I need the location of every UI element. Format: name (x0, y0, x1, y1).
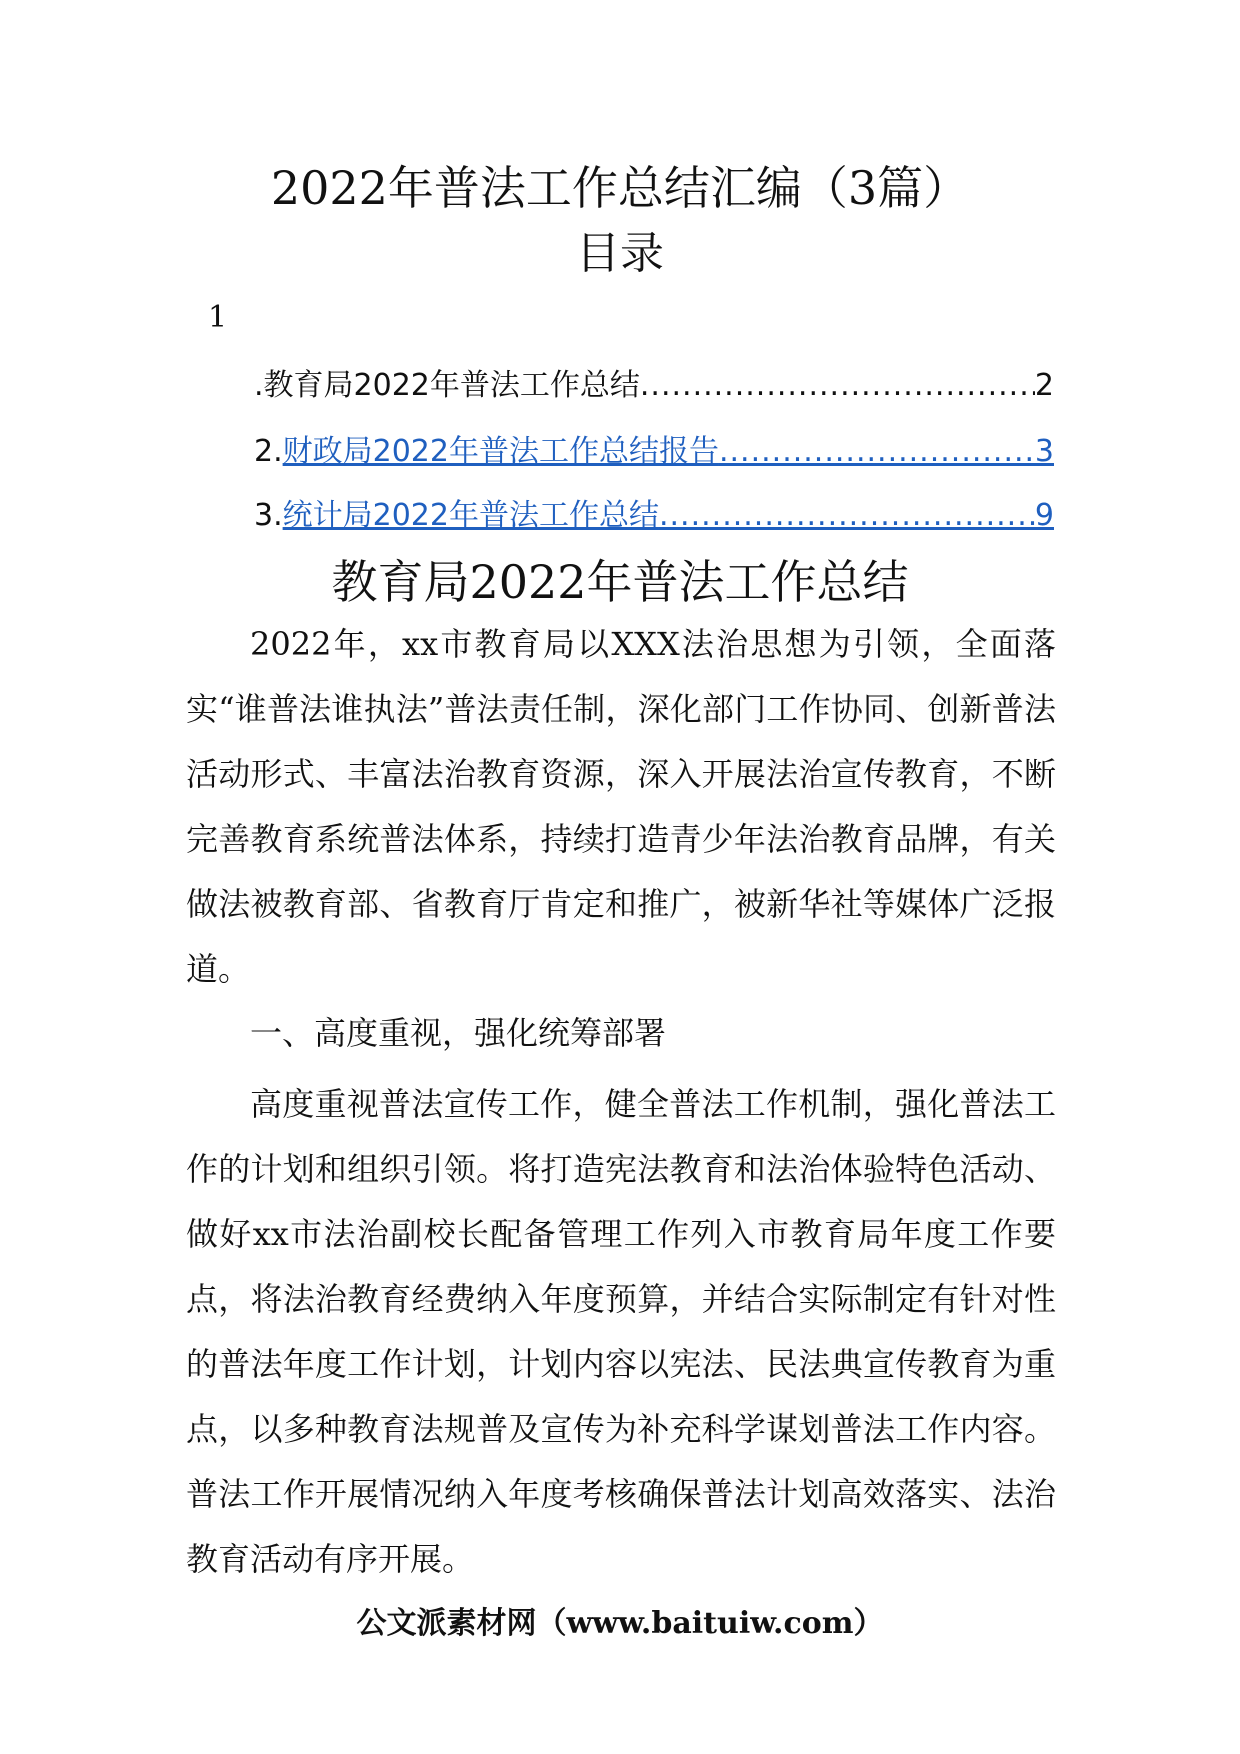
toc-entry-link[interactable]: 财政局2022年普法工作总结报告 (282, 434, 719, 469)
section-title: 教育局2022年普法工作总结 (331, 555, 909, 609)
body-paragraph-2: 高度重视普法宣传工作，健全普法工作机制，强化普法工作的计划和组织引领。将打造宪法教育和法治体验特色活动、做好xx市法治副校长配备管理工作列入市教育局年度工作要点，将法治教育经费纳入年度预算，并结合实际制定有针对性的普法年度工作计划，计划内容以宪法、民法典宣传教育为重点，以多种教育法规普及宣传为补充科学谋划普法工作内容。普法工作开展情况纳入年度考核确保普法计划高效落实、法治教育活动有序开展。 (186, 1085, 1056, 1578)
toc-entry-2[interactable] (254, 428, 1054, 476)
toc-entry-label: .教育局2022年普法工作总结 (254, 368, 640, 403)
body-paragraph-1: 2022年，xx市教育局以XXX法治思想为引领，全面落实“谁普法谁执法”普法责任制，深化部门工作协同、创新普法活动形式、丰富法治教育资源，深入开展法治宣传教育，不断完善教育系统普法体系，持续打造青少年法治教育品牌，有关做法被教育部、省教育厅肯定和推广，被新华社等媒体广泛报道。 (186, 625, 1056, 988)
toc-entry-1[interactable] (254, 362, 1054, 410)
toc-marker: 1 (208, 300, 228, 335)
toc-page-number: 2 (1034, 368, 1054, 403)
toc-entry-prefix: 2. (254, 434, 283, 469)
footer-watermark: 公文派素材网（www.baituiw.com） (356, 1606, 884, 1641)
toc-entry-link[interactable]: 统计局2022年普法工作总结 (282, 498, 659, 533)
toc-page-number[interactable]: 3 (1034, 434, 1054, 469)
toc-leader[interactable] (659, 492, 1035, 540)
toc-page-number[interactable]: 9 (1034, 498, 1054, 533)
toc-title: 目录 (576, 228, 664, 279)
section-heading-1: 一、高度重视，强化统筹部署 (250, 1014, 667, 1052)
toc-leader (640, 362, 1035, 410)
toc-entry-prefix: 3. (254, 498, 283, 533)
toc-entry-3[interactable] (254, 492, 1054, 540)
toc-leader[interactable] (719, 428, 1035, 476)
document-title: 2022年普法工作总结汇编（3篇） (270, 161, 970, 215)
